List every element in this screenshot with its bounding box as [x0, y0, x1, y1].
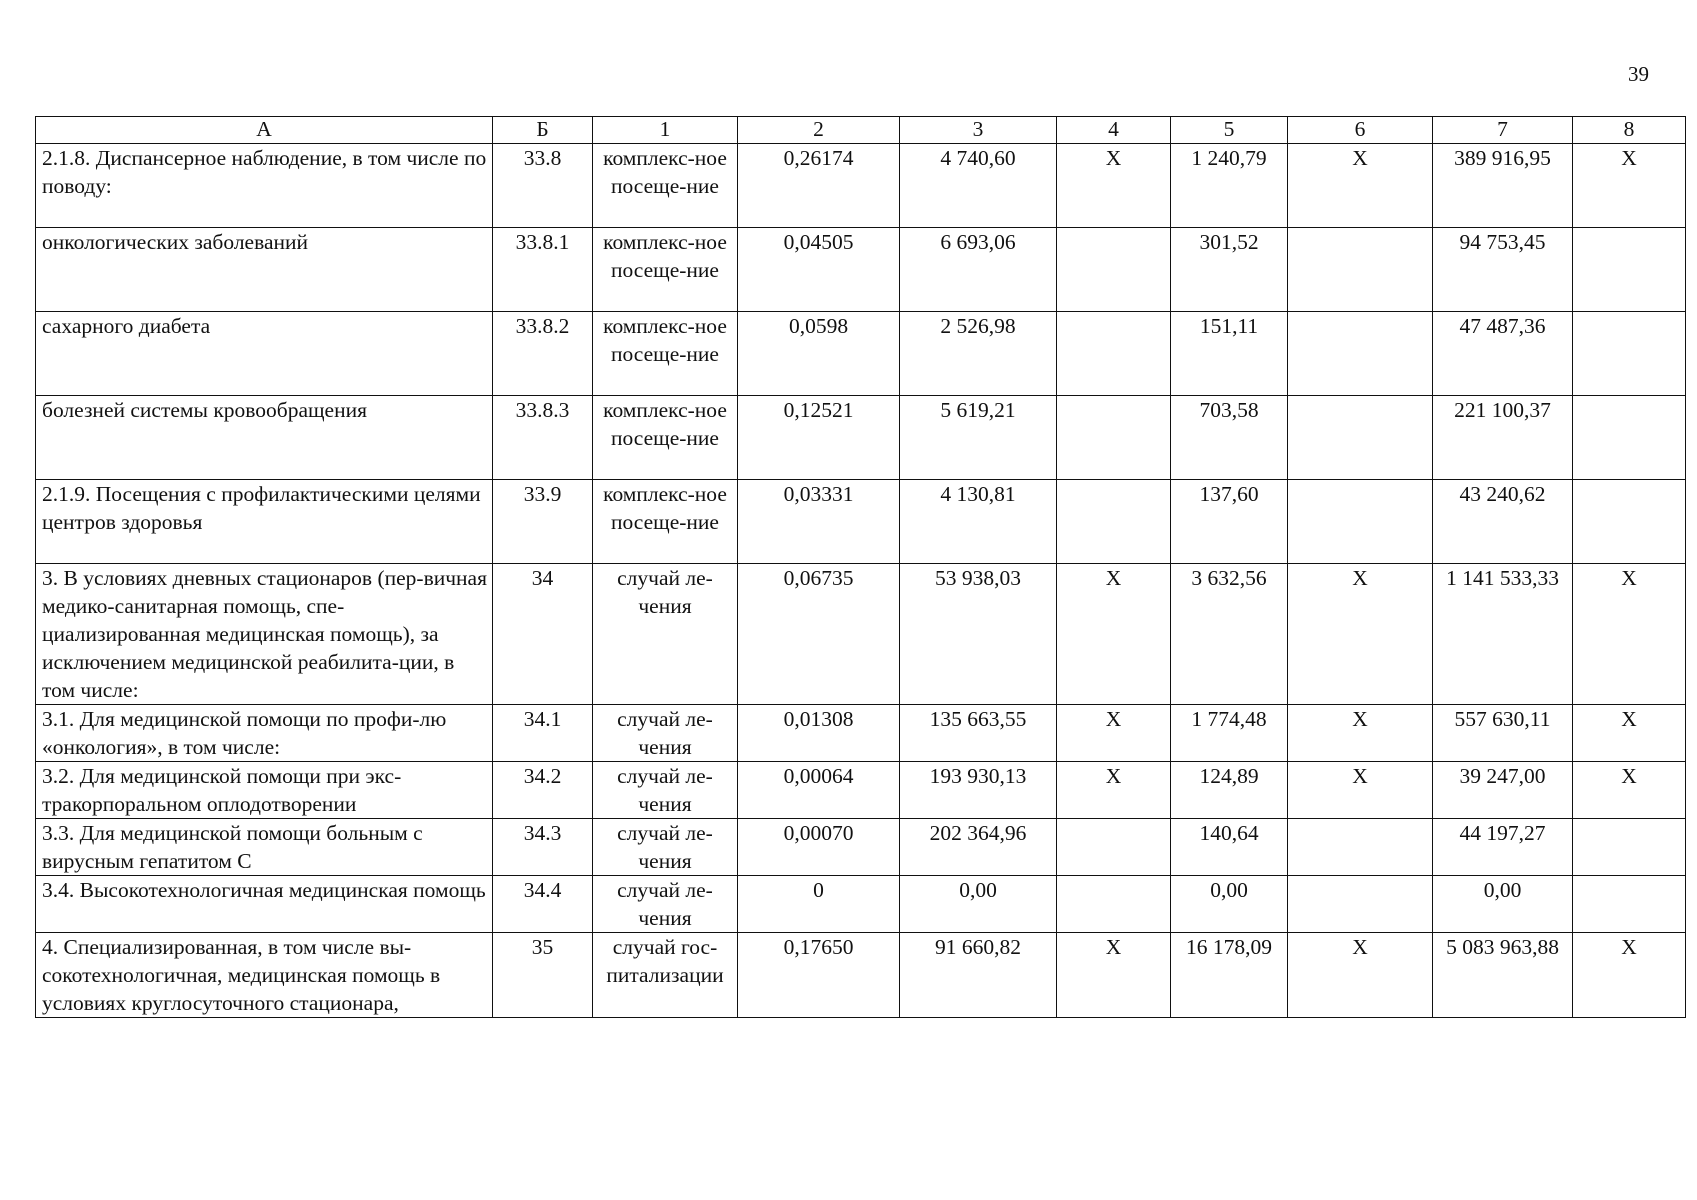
row-value-cell: Х [1057, 705, 1171, 762]
row-unit-cell: комплекс-ное посеще-ние [593, 312, 738, 396]
row-value-cell: 703,58 [1171, 396, 1288, 480]
row-value-cell: 6 693,06 [900, 228, 1057, 312]
row-value-cell [1573, 228, 1686, 312]
row-unit-cell: случай гос-питализации [593, 933, 738, 1018]
row-name-cell: 4. Специализированная, в том числе вы-сокотехнологичная, медицинская помощь в условиях круглосуточного стационара, [36, 933, 493, 1018]
row-value-cell: Х [1573, 144, 1686, 228]
row-value-cell [1573, 819, 1686, 876]
row-value-cell: 0,06735 [738, 564, 900, 705]
column-header: 7 [1433, 117, 1573, 144]
row-unit-cell: комплекс-ное посеще-ние [593, 228, 738, 312]
row-value-cell: Х [1057, 564, 1171, 705]
row-name-cell: сахарного диабета [36, 312, 493, 396]
row-value-cell: 44 197,27 [1433, 819, 1573, 876]
row-value-cell: 5 083 963,88 [1433, 933, 1573, 1018]
row-value-cell: 1 774,48 [1171, 705, 1288, 762]
row-value-cell: Х [1288, 705, 1433, 762]
column-header: 1 [593, 117, 738, 144]
row-code-cell: 35 [493, 933, 593, 1018]
row-value-cell: 3 632,56 [1171, 564, 1288, 705]
row-value-cell: 301,52 [1171, 228, 1288, 312]
row-value-cell: 0,00 [1433, 876, 1573, 933]
row-code-cell: 34.1 [493, 705, 593, 762]
row-value-cell: 43 240,62 [1433, 480, 1573, 564]
row-name-cell: болезней системы кровообращения [36, 396, 493, 480]
row-code-cell: 33.8 [493, 144, 593, 228]
row-value-cell: 0 [738, 876, 900, 933]
table-row [36, 312, 1686, 396]
row-value-cell: 1 141 533,33 [1433, 564, 1573, 705]
row-value-cell: 0,0598 [738, 312, 900, 396]
row-value-cell: 124,89 [1171, 762, 1288, 819]
row-value-cell [1288, 312, 1433, 396]
row-value-cell: Х [1288, 933, 1433, 1018]
row-name-cell: 3. В условиях дневных стационаров (пер-вичная медико-санитарная помощь, спе-циализированная медицинская помощь), за исключением медицинской реабилита-ции, в том числе: [36, 564, 493, 705]
row-value-cell: 2 526,98 [900, 312, 1057, 396]
row-unit-cell: случай ле-чения [593, 876, 738, 933]
row-code-cell: 33.8.3 [493, 396, 593, 480]
row-value-cell: Х [1057, 933, 1171, 1018]
table-row [36, 705, 1686, 762]
row-value-cell: Х [1057, 762, 1171, 819]
row-value-cell: 0,00070 [738, 819, 900, 876]
table-row [36, 564, 1686, 705]
row-value-cell [1057, 480, 1171, 564]
row-value-cell: 0,00 [900, 876, 1057, 933]
row-value-cell: 202 364,96 [900, 819, 1057, 876]
row-value-cell: 53 938,03 [900, 564, 1057, 705]
row-unit-cell: комплекс-ное посеще-ние [593, 144, 738, 228]
header-row [36, 117, 1686, 144]
row-code-cell: 34.3 [493, 819, 593, 876]
row-value-cell: Х [1573, 705, 1686, 762]
row-name-cell: 2.1.9. Посещения с профилактическими целями центров здоровья [36, 480, 493, 564]
column-header: Б [493, 117, 593, 144]
row-unit-cell: случай ле-чения [593, 762, 738, 819]
row-value-cell: 16 178,09 [1171, 933, 1288, 1018]
row-value-cell: Х [1573, 762, 1686, 819]
page-number: 39 [1628, 62, 1649, 86]
row-name-cell: 2.1.8. Диспансерное наблюдение, в том числе по поводу: [36, 144, 493, 228]
row-code-cell: 33.9 [493, 480, 593, 564]
row-value-cell: 0,01308 [738, 705, 900, 762]
table-row [36, 876, 1686, 933]
row-value-cell: 0,03331 [738, 480, 900, 564]
row-value-cell [1288, 819, 1433, 876]
row-value-cell: 0,12521 [738, 396, 900, 480]
column-header: 2 [738, 117, 900, 144]
row-value-cell: 0,04505 [738, 228, 900, 312]
row-name-cell: 3.1. Для медицинской помощи по профи-лю «онкология», в том числе: [36, 705, 493, 762]
row-code-cell: 34.4 [493, 876, 593, 933]
row-value-cell [1288, 228, 1433, 312]
row-unit-cell: комплекс-ное посеще-ние [593, 396, 738, 480]
row-value-cell [1288, 480, 1433, 564]
row-value-cell: 0,17650 [738, 933, 900, 1018]
row-value-cell: 5 619,21 [900, 396, 1057, 480]
table-row [36, 228, 1686, 312]
row-code-cell: 34.2 [493, 762, 593, 819]
row-code-cell: 33.8.1 [493, 228, 593, 312]
row-value-cell [1573, 396, 1686, 480]
row-value-cell: 0,00 [1171, 876, 1288, 933]
row-code-cell: 34 [493, 564, 593, 705]
row-code-cell: 33.8.2 [493, 312, 593, 396]
row-value-cell [1057, 819, 1171, 876]
column-header: А [36, 117, 493, 144]
column-header: 5 [1171, 117, 1288, 144]
row-value-cell: 4 740,60 [900, 144, 1057, 228]
row-value-cell: 135 663,55 [900, 705, 1057, 762]
data-table [35, 116, 1686, 1018]
row-value-cell: 47 487,36 [1433, 312, 1573, 396]
row-value-cell: Х [1057, 144, 1171, 228]
table-row [36, 480, 1686, 564]
row-name-cell: 3.2. Для медицинской помощи при экс-тракорпоральном оплодотворении [36, 762, 493, 819]
row-value-cell [1288, 876, 1433, 933]
row-name-cell: онкологических заболеваний [36, 228, 493, 312]
row-value-cell [1057, 312, 1171, 396]
row-name-cell: 3.3. Для медицинской помощи больным с вирусным гепатитом С [36, 819, 493, 876]
row-value-cell: 91 660,82 [900, 933, 1057, 1018]
row-unit-cell: комплекс-ное посеще-ние [593, 480, 738, 564]
row-value-cell [1057, 396, 1171, 480]
row-value-cell [1573, 480, 1686, 564]
row-value-cell: 151,11 [1171, 312, 1288, 396]
row-value-cell [1057, 876, 1171, 933]
row-value-cell: 221 100,37 [1433, 396, 1573, 480]
table-row [36, 762, 1686, 819]
row-value-cell: 389 916,95 [1433, 144, 1573, 228]
row-value-cell: 4 130,81 [900, 480, 1057, 564]
row-value-cell [1288, 396, 1433, 480]
table-row [36, 819, 1686, 876]
row-value-cell: 557 630,11 [1433, 705, 1573, 762]
table-row [36, 933, 1686, 1018]
row-value-cell [1573, 876, 1686, 933]
table-row [36, 144, 1686, 228]
row-value-cell: 140,64 [1171, 819, 1288, 876]
row-value-cell [1573, 312, 1686, 396]
table-row [36, 396, 1686, 480]
column-header: 4 [1057, 117, 1171, 144]
row-unit-cell: случай ле-чения [593, 705, 738, 762]
row-value-cell: 39 247,00 [1433, 762, 1573, 819]
row-value-cell: 193 930,13 [900, 762, 1057, 819]
row-value-cell: Х [1288, 762, 1433, 819]
row-value-cell: 0,26174 [738, 144, 900, 228]
row-name-cell: 3.4. Высокотехнологичная медицинская помощь [36, 876, 493, 933]
row-value-cell: Х [1288, 564, 1433, 705]
row-value-cell: Х [1573, 933, 1686, 1018]
row-value-cell: 94 753,45 [1433, 228, 1573, 312]
row-value-cell: 1 240,79 [1171, 144, 1288, 228]
row-value-cell: Х [1288, 144, 1433, 228]
column-header: 6 [1288, 117, 1433, 144]
row-unit-cell: случай ле-чения [593, 564, 738, 705]
row-value-cell [1057, 228, 1171, 312]
column-header: 8 [1573, 117, 1686, 144]
row-value-cell: 0,00064 [738, 762, 900, 819]
row-value-cell: Х [1573, 564, 1686, 705]
row-value-cell: 137,60 [1171, 480, 1288, 564]
row-unit-cell: случай ле-чения [593, 819, 738, 876]
column-header: 3 [900, 117, 1057, 144]
